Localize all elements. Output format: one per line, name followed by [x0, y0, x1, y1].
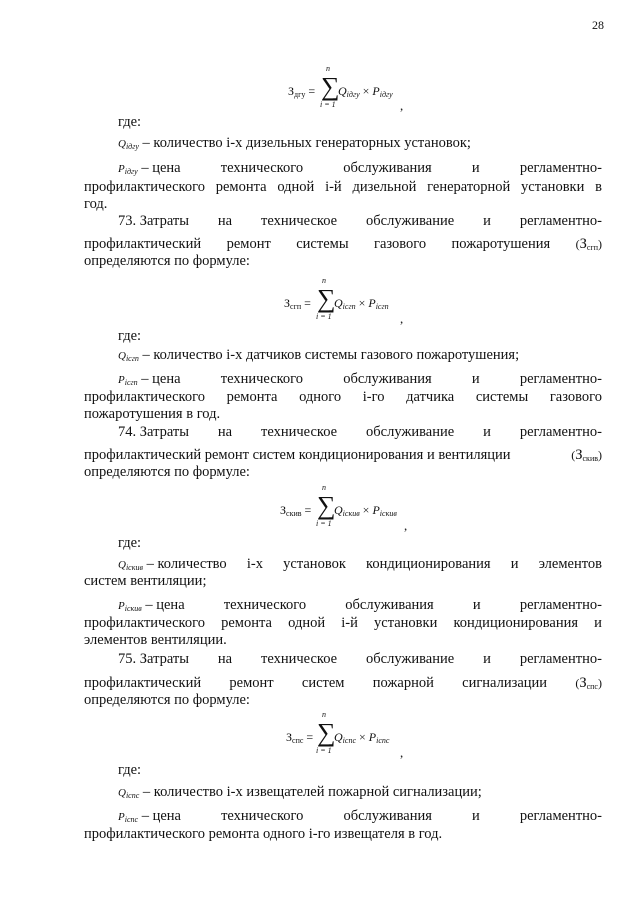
- sum-sign: ∑: [317, 718, 336, 747]
- definition-q-sgp: $Q_{iсгп}$ – количество i-х датчиков системы газового пожаротушения;: [118, 347, 520, 363]
- formula-sgp: Зсгп = n ∑ i = 1 $Q_{iсгп} \times P_{iсгп}$: [284, 276, 389, 321]
- formula-comma: ,: [404, 518, 408, 533]
- item-74-line: профилактический ремонт систем кондиционирования и вентиляции (Зскив): [84, 447, 602, 463]
- item-75-line: 75. Затраты на техническое обслуживание и регламентно-: [118, 651, 602, 667]
- formula-comma: ,: [400, 311, 404, 326]
- where-label: где:: [118, 328, 142, 344]
- sum-sign: ∑: [317, 491, 336, 520]
- definition-p-sgp: $P_{iсгп}$ – цена технического обслуживания и регламентно-: [118, 371, 602, 387]
- definition-p-dgu: $P_{iдгу}$ – цена технического обслуживания и регламентно-: [118, 160, 602, 176]
- formula-lhs: Здгу =: [288, 84, 316, 99]
- formula-dgu: Здгу = n ∑ i = 1 $Q_{iдгу} \times P_{iдгу}$: [288, 64, 393, 109]
- definition-q-dgu: $Q_{iдгу}$ – количество i-х дизельных генераторных установок;: [118, 135, 471, 151]
- item-74-line: определяются по формуле:: [84, 464, 250, 480]
- where-label: где:: [118, 114, 142, 130]
- formula-rhs: $Q_{iдгу} \times P_{iдгу}$: [338, 84, 393, 99]
- page-number: 28: [592, 18, 604, 32]
- paragraph-line: год.: [84, 196, 108, 212]
- paragraph-line: профилактического ремонта одной i-й дизельной генераторной установки в: [84, 179, 602, 195]
- where-label: где:: [118, 535, 142, 551]
- paragraph-line: систем вентиляции;: [84, 573, 207, 589]
- paragraph-line: профилактического ремонта одного i-го извещателя в год.: [84, 826, 443, 842]
- paragraph-line: элементов вентиляции.: [84, 632, 227, 648]
- item-75-line: определяются по формуле:: [84, 692, 250, 708]
- item-73-line: профилактический ремонт системы газового пожаротушения (Зсгп): [84, 236, 602, 252]
- paragraph-line: профилактического ремонта одной i-й установки кондиционирования и: [84, 615, 602, 631]
- definition-q-sps: $Q_{iспс}$ – количество i-х извещателей пожарной сигнализации;: [118, 784, 482, 800]
- sum-sign: ∑: [317, 284, 336, 313]
- formula-comma: ,: [400, 98, 404, 113]
- where-label: где:: [118, 762, 142, 778]
- item-73-line: определяются по формуле:: [84, 253, 250, 269]
- formula-skiv: Зскив = n ∑ i = 1 $Q_{iскив} \times P_{iскив}$: [280, 483, 397, 528]
- item-73-line: 73. Затраты на техническое обслуживание и регламентно-: [118, 213, 602, 229]
- paragraph-line: профилактического ремонта одного i-го датчика системы газового: [84, 389, 602, 405]
- formula-comma: ,: [400, 745, 404, 760]
- definition-p-skiv: $P_{iскив}$ – цена технического обслуживания и регламентно-: [118, 597, 602, 613]
- definition-p-sps: $P_{iспс}$ – цена технического обслуживания и регламентно-: [118, 808, 602, 824]
- item-74-line: 74. Затраты на техническое обслуживание и регламентно-: [118, 424, 602, 440]
- paragraph-line: пожаротушения в год.: [84, 406, 221, 422]
- definition-q-skiv: $Q_{iскив}$ – количество i-х установок кондиционирования и элементов: [118, 556, 602, 572]
- sum-sign: ∑: [321, 72, 340, 101]
- formula-sps: Зспс = n ∑ i = 1 $Q_{iспс} \times P_{iспс}$: [286, 710, 390, 755]
- item-75-line: профилактический ремонт систем пожарной сигнализации (Зспс): [84, 675, 602, 691]
